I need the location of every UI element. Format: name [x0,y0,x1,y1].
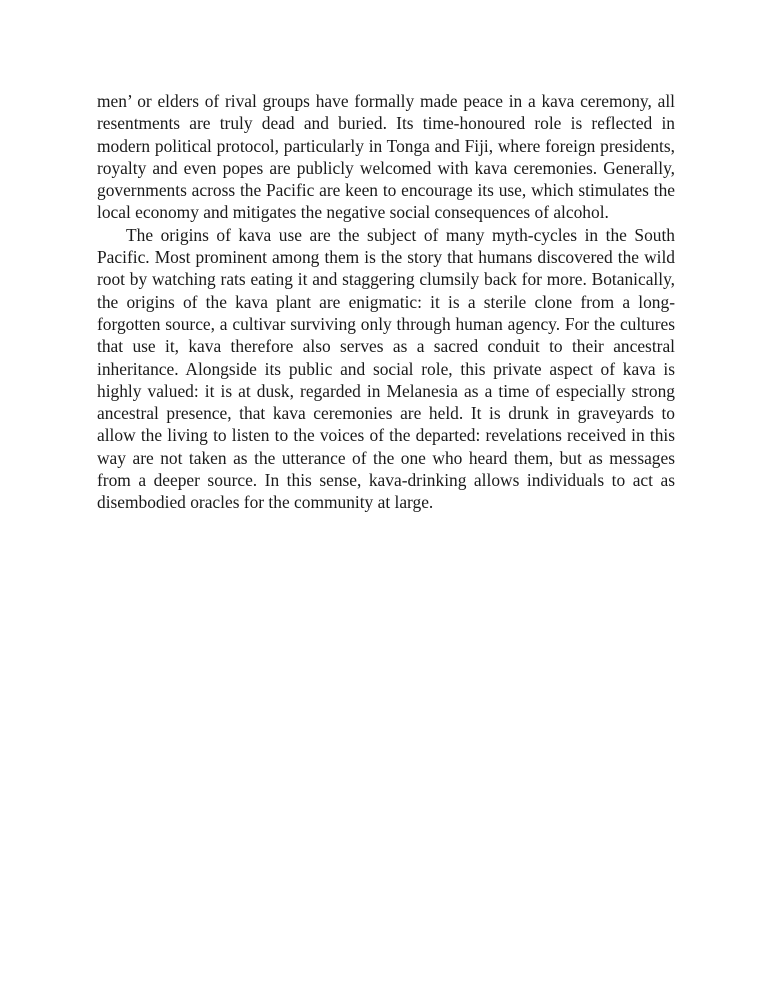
body-text [97,90,675,514]
paragraph-kava-origins: The origins of kava use are the subject of many myth-cycles in the South Pacific. Most prominent among them is the story that humans discovered the wild root by watching rats eating it and staggering clumsily back for more. Botanically, the origins of the kava plant are enigmatic: it is a sterile clone from a long-forgotten source, a cultivar surviving only through human agency. For the cultures that use it, kava therefore also serves as a sacred conduit to their ancestral inheritance. Alongside its public and social role, this private aspect of kava is highly valued: it is at dusk, regarded in Melanesia as a time of especially strong ancestral presence, that kava ceremonies are held. It is drunk in graveyards to allow the living to listen to the voices of the departed: revelations received in this way are not taken as the utterance of the one who heard them, but as messages from a deeper source. In this sense, kava-drinking allows individuals to act as disembodied oracles for the community at large. [97,224,675,513]
paragraph-continuation: men’ or elders of rival groups have formally made peace in a kava ceremony, all resentments are truly dead and buried. Its time-honoured role is reflected in modern political protocol, particularly in Tonga and Fiji, where foreign presidents, royalty and even popes are publicly welcomed with kava ceremonies. Generally, governments across the Pacific are keen to encourage its use, which stimulates the local economy and mitigates the negative social consequences of alcohol. [97,91,675,223]
